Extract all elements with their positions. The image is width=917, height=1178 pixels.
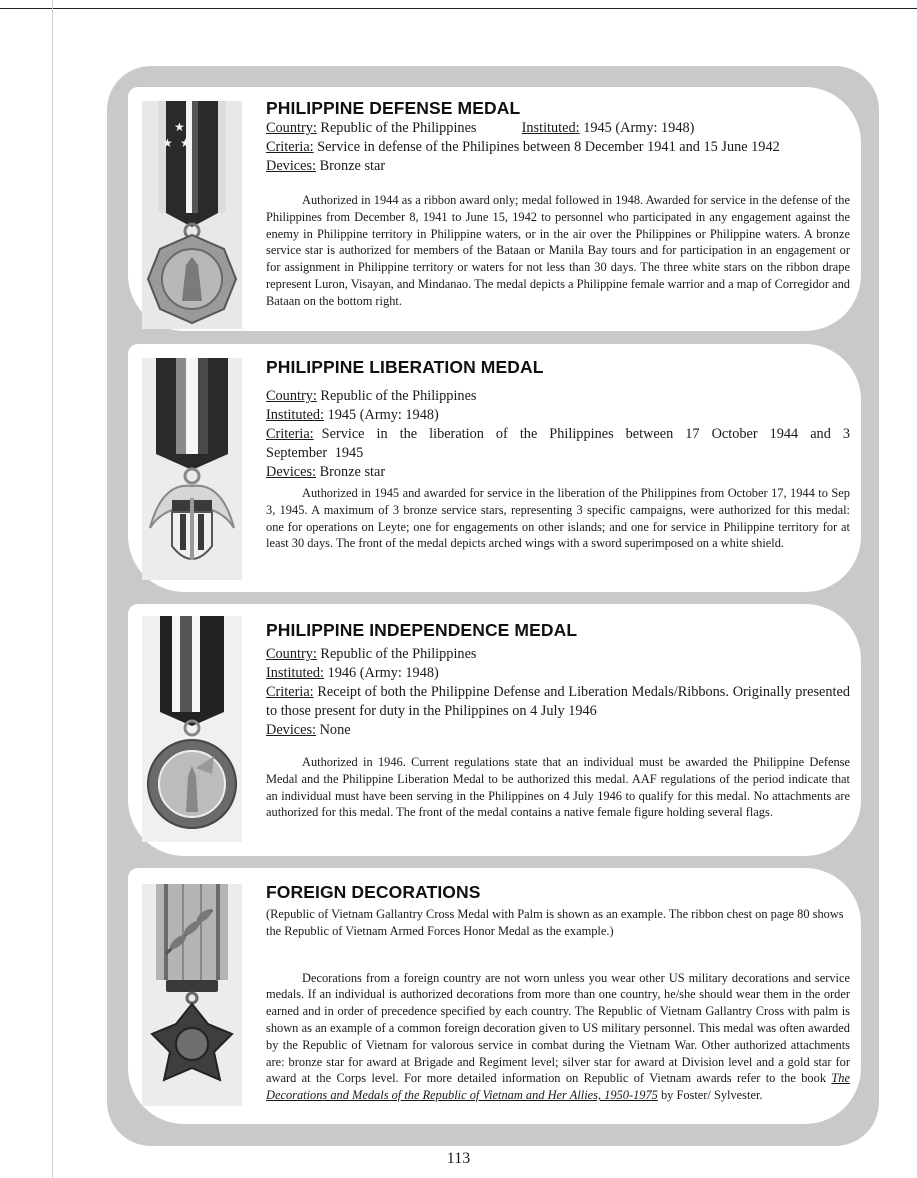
foreign-medal-image	[142, 884, 242, 1106]
liberation-description: Authorized in 1945 and awarded for service in the liberation of the Philippines from October 17, 1944 to Sep 3, 1945. A maximum of 3 bronze service stars, representing 3 specific campaigns, were authorized for this medal: one for operations on Leyte; one for engagements on other islands; and one for service in Philippine territory for at least 30 days. The front of the medal depicts arched wings with a sword superimposed on a white shield.	[266, 486, 850, 551]
liberation-country-row	[266, 387, 850, 406]
svg-text:★: ★	[174, 120, 185, 134]
foreign-decorations-title: FOREIGN DECORATIONS	[266, 882, 481, 902]
defense-criteria-row	[266, 138, 850, 157]
liberation-medal-section	[128, 344, 861, 592]
liberation-country-label: Country:	[266, 388, 317, 404]
foreign-decorations-section	[128, 868, 861, 1124]
defense-medal-image	[142, 101, 242, 329]
defense-criteria-value: Service in defense of the Philipines between 8 December 1941 and 15 June 1942	[317, 139, 780, 155]
foreign-book-suffix: by Foster/ Sylvester.	[657, 1088, 763, 1103]
liberation-instituted-value: 1945 (Army: 1948)	[327, 407, 439, 423]
liberation-instituted-row	[266, 406, 850, 425]
defense-medal-section	[128, 87, 861, 331]
liberation-instituted-label: Instituted:	[266, 407, 324, 423]
defense-devices-label: Devices:	[266, 158, 317, 174]
svg-text:★: ★	[180, 136, 191, 150]
foreign-decorations-content	[266, 882, 850, 1104]
independence-criteria-value: Receipt of both the Philippine Defense and Liberation Medals/Ribbons. Originally presented to those present for duty in the Philippines on 4 July 1946	[266, 684, 850, 719]
independence-instituted-row	[266, 664, 850, 683]
independence-country-row	[266, 645, 850, 664]
foreign-description-text: Decorations from a foreign country are not worn unless you wear other US military decorations and service medals. If an individual is authorized decorations from more than one country, he/she should wear them in the order earned and in order of precedence specified by each country. The Republic of Vietnam Gallantry Cross with palm is shown as an example of a common foreign decoration given to US military personnel. This medal was often awarded by the Republic of Vietnam for valorous service in combat during the Vietnam War. Other authorized attachments are: bronze star for award at Brigade and Regiment level; silver star for award at Division level and a gold star for award at the Corps level. For more detailed information on Republic of Vietnam awards refer to the book	[266, 970, 850, 1086]
svg-text:★: ★	[162, 136, 173, 150]
independence-medal-content	[266, 620, 850, 821]
independence-devices-row	[266, 721, 850, 740]
independence-medal-section	[128, 604, 861, 856]
liberation-criteria-label: Criteria:	[266, 426, 314, 442]
defense-devices-row	[266, 157, 850, 176]
independence-instituted-value: 1946 (Army: 1948)	[327, 665, 439, 681]
independence-medal-image	[142, 616, 242, 842]
independence-criteria-row	[266, 683, 850, 721]
page-number: 113	[446, 1150, 471, 1167]
independence-medal-title: PHILIPPINE INDEPENDENCE MEDAL	[266, 620, 578, 640]
scan-edge-line	[0, 8, 917, 9]
defense-medal-title: PHILIPPINE DEFENSE MEDAL	[266, 98, 521, 118]
independence-country-label: Country:	[266, 646, 317, 662]
defense-country-label: Country:	[266, 120, 317, 136]
independence-description: Authorized in 1946. Current regulations state that an individual must be awarded the Philippine Defense Medal and the Philippine Liberation Medal to be authorized this medal. AAF regulations of the period indicate that an individual must have been serving in the Philippines on 4 July 1946 to qualify for this medal. No attachments are authorized for this medal. The front of the medal contains a native female figure holding several flags.	[266, 755, 850, 820]
defense-criteria-label: Criteria:	[266, 139, 314, 155]
independence-country-value: Republic of the Philippines	[320, 646, 477, 662]
independence-criteria-label: Criteria:	[266, 684, 314, 700]
foreign-book-title: The Decorations and Medals of the Republic of Vietnam and Her Allies, 1950-1975	[266, 1071, 850, 1103]
liberation-medal-title: PHILIPPINE LIBERATION MEDAL	[266, 357, 544, 377]
defense-country-value: Republic of the Philippines	[320, 120, 477, 136]
independence-instituted-label: Instituted:	[266, 665, 324, 681]
liberation-devices-value: Bronze star	[319, 464, 386, 480]
liberation-criteria-row	[266, 425, 850, 463]
defense-devices-value: Bronze star	[319, 158, 386, 174]
foreign-decorations-description	[266, 970, 850, 1104]
liberation-devices-label: Devices:	[266, 464, 317, 480]
defense-country-row	[266, 119, 850, 138]
defense-instituted-value: 1945 (Army: 1948)	[583, 120, 695, 136]
liberation-medal-image	[142, 358, 242, 580]
binding-shadow	[52, 0, 53, 1178]
defense-medal-content	[266, 98, 850, 310]
liberation-devices-row	[266, 463, 850, 482]
defense-instituted-label: Instituted:	[521, 120, 580, 136]
liberation-medal-content	[266, 357, 850, 552]
independence-devices-value: None	[319, 722, 351, 738]
liberation-criteria-value: Service in the liberation of the Philippines between 17 October 1944 and 3 September 1945	[266, 426, 851, 461]
liberation-country-value: Republic of the Philippines	[320, 388, 477, 404]
foreign-decorations-note: (Republic of Vietnam Gallantry Cross Medal with Palm is shown as an example. The ribbon chest on page 80 shows the Republic of Vietnam Armed Forces Honor Medal as the example.)	[266, 907, 844, 938]
defense-description: Authorized in 1944 as a ribbon award only; medal followed in 1948. Awarded for service in the defense of the Philippines from December 8, 1941 to June 15, 1942 to personnel who participated in any engagement against the enemy in Philippine territory in Philippine waters, or in the air over the Philippines or Philippine waters. A bronze service star is authorized for members of the Bataan or Manila Bay tours and for participation in an engagement or for assignment in Philippine territory or waters for not less than 30 days. The three white stars on the ribbon drape represent Luron, Visayan, and Mindanao. The medal depicts a Philippine female warrior and a map of Corregidor and Bataan on the bottom right.	[266, 193, 850, 308]
independence-devices-label: Devices:	[266, 722, 317, 738]
